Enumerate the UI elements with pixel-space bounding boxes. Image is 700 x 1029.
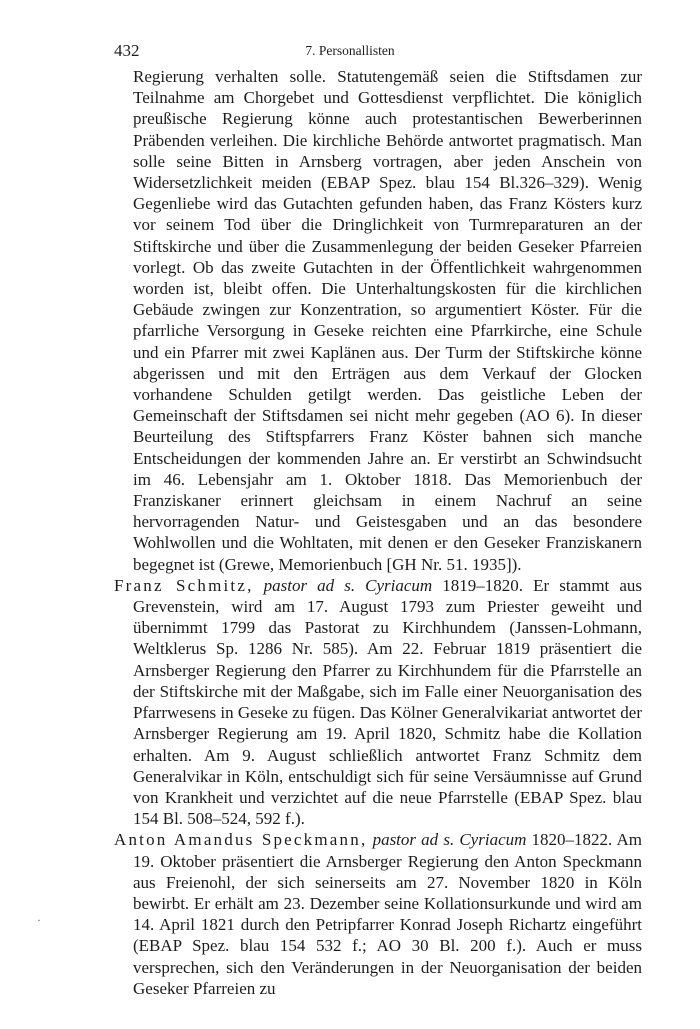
body-text	[114, 66, 642, 999]
page-number: 432	[114, 41, 140, 60]
entry-anton-speckmann	[114, 829, 642, 999]
entry-text: 1819–1820. Er stammt aus Grevenstein, wird am 17. August 1793 zum Priester geweiht und übernimmt 1799 das Pastorat zu Kirchhundem (Janssen-Lohmann, Weltklerus Sp. 1286 Nr. 585). Am 22. Februar 1819 präsentiert die Arnsberger Regierung den Pfarrer zu Kirchhundem für die Pfarrstelle an der Stiftskirche mit der Maßgabe, sich im Falle einer Neuorganisation des Pfarrwesens in Geseke zu fügen. Das Kölner Generalvikariat antwortet der Arnsberger Regierung am 19. April 1820, Schmitz habe die Kollation erhalten. Am 9. August schließlich antwortet Franz Schmitz dem Generalvikar in Köln, entschuldigt sich für seine Versäumnisse auf Grund von Krankheit und verzichtet auf die neue Pfarrstelle (EBAP Spez. blau 154 Bl. 508–524, 592 f.).	[133, 575, 642, 829]
entry-franz-schmitz	[114, 575, 642, 829]
entry-text: 1820–1822. Am 19. Oktober präsentiert die Arnsberger Regierung den Anton Speckmann aus Freienohl, der sich seinerseits am 27. November 1820 in Köln bewirbt. Er erhält am 23. Dezember seine Kollationsurkunde und wird am 14. April 1821 durch den Petripfarrer Konrad Joseph Richartz eingeführt (EBAP Spez. blau 154 532 f.; AO 30 Bl. 200 f.). Auch er muss versprechen, sich den Veränderungen in der Neuorganisation der beiden Geseker Pfarreien zu	[133, 830, 643, 998]
continuation-paragraph: Regierung verhalten solle. Statutengemäß seien die Stiftsdamen zur Teilnahme am Chorgebet und Gottesdienst verpflichtet. Die königlich preußische Regierung könne auch protestantischen Bewerberinnen Präbenden verleihen. Die kirchliche Behörde antwortet pragmatisch. Man solle seine Bitten in Arnsberg vortragen, aber jeden Anschein von Widersetzlichkeit meiden (EBAP Spez. blau 154 Bl.326–329). Wenig Gegenliebe wird das Gutachten gefunden haben, das Franz Kösters kurz vor seinem Tod über die Dringlichkeit von Turmreparaturen an der Stiftskirche und über die Zusammenlegung der beiden Geseker Pfarreien vorlegt. Ob das zweite Gutachten in der Öffentlichkeit wahrgenommen worden ist, bleibt offen. Die Unterhaltungskosten für die kirchlichen Gebäude zwingen zur Konzentration, so argumentiert Köster. Für die pfarrliche Versorgung in Geseke reichten eine Pfarrkirche, eine Schule und ein Pfarrer mit zwei Kaplänen aus. Der Turm der Stiftskirche könne abgerissen und mit den Erträgen aus dem Verkauf der Glocken vorhandene Schulden getilgt werden. Das geistliche Leben der Gemeinschaft der Stiftsdamen sei nicht mehr gegeben (AO 6). In dieser Beurteilung des Stiftspfarrers Franz Köster bahnen sich manche Entscheidungen der kommenden Jahre an. Er verstirbt an Schwindsucht im 46. Lebensjahr am 1. Oktober 1818. Das Memorienbuch der Franziskaner erinnert gleichsam in einem Nachruf an seine hervorragenden Natur- und Geistesgaben und an das besondere Wohlwollen und die Wohltaten, mit denen er den Geseker Franziskanern begegnet ist (Grewe, Memorienbuch [GH Nr. 51. 1935]).	[133, 67, 642, 574]
margin-mark: ·	[37, 913, 41, 927]
entry-name: Franz Schmitz,	[114, 575, 254, 595]
running-title: 7. Personallisten	[305, 43, 395, 58]
entry-title: pastor ad s. Cyriacum	[372, 830, 527, 850]
entry-name: Anton Amandus Speckmann,	[114, 830, 368, 850]
entry-title: pastor ad s. Cyriacum	[263, 575, 433, 595]
